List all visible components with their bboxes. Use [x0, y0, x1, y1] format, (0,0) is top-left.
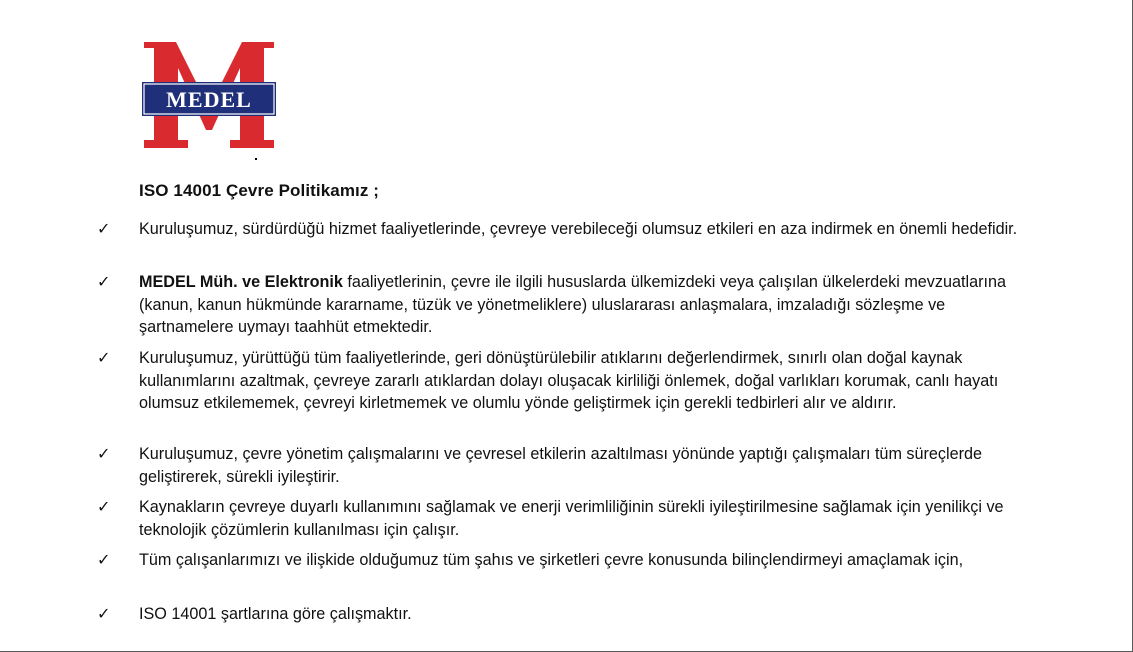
logo-dot [255, 158, 257, 160]
policy-item [139, 218, 1044, 241]
check-mark-icon: ✓ [97, 446, 111, 463]
check-mark-icon: ✓ [97, 274, 111, 291]
policy-item-text: Kuruluşumuz, yürüttüğü tüm faaliyetlerinde, geri dönüştürülebilir atıklarını değerlendirmek, sınırlı olan doğal kaynak kullanımlarını azaltmak, çevreye zararlı atıklardan dolayı oluşacak kirliliği önlemek, doğal varlıkları korumak, canlı hayatı olumsuz etkilememek, çevreyi kirletmemek ve olumlu yönde geliştirmek için gerekli tedbirleri alır ve aldırır. [139, 349, 999, 412]
policy-item [139, 496, 1044, 541]
check-mark-icon: ✓ [97, 499, 111, 516]
policy-item [139, 549, 1044, 572]
medel-logo-graphic [140, 40, 278, 150]
company-name: MEDEL Müh. ve Elektronik [139, 273, 343, 291]
policy-item [139, 443, 1044, 488]
policy-item [139, 271, 1044, 339]
check-mark-icon: ✓ [97, 606, 111, 623]
check-mark-icon: ✓ [97, 350, 111, 367]
policy-item-text: Kuruluşumuz, sürdürdüğü hizmet faaliyetlerinde, çevreye verebileceği olumsuz etkileri en aza indirmek en önemli hedefidir. [139, 220, 1018, 238]
policy-item-text: ISO 14001 şartlarına göre çalışmaktır. [139, 605, 412, 623]
check-mark-icon: ✓ [97, 221, 111, 238]
policy-item [139, 347, 1044, 415]
medel-logo-text: MEDEL [166, 87, 252, 112]
policy-item-text: Tüm çalışanlarımızı ve ilişkide olduğumuz tüm şahıs ve şirketleri çevre konusunda bilinçlendirmeyi amaçlamak için, [139, 551, 964, 569]
policy-item-text: Kuruluşumuz, çevre yönetim çalışmalarını ve çevresel etkilerin azaltılması yönünde yaptığı çalışmaları tüm süreçlerde geliştirerek, sürekli iyileştirir. [139, 445, 982, 486]
check-mark-icon: ✓ [97, 552, 111, 569]
policy-item-text: Kaynakların çevreye duyarlı kullanımını sağlamak ve enerji verimliliğinin sürekli iyileştirilmesine sağlamak için yenilikçi ve teknolojik çözümlerin kullanılması için çalışır. [139, 498, 1004, 539]
policy-title: ISO 14001 Çevre Politikamız ; [139, 181, 380, 200]
policy-item-text: faaliyetlerinin, çevre ile ilgili hususlarda ülkemizdeki veya çalışılan ülkelerdeki mevzuatlarına (kanun, kanun hükmünde kararname, tüzük ve yönetmeliklere) uluslararası anlaşmalara, imzaladığı sözleşme ve şartnamelere uymayı taahhüt etmektedir. [139, 273, 1006, 336]
policy-item [139, 603, 1044, 626]
medel-logo [140, 40, 278, 150]
